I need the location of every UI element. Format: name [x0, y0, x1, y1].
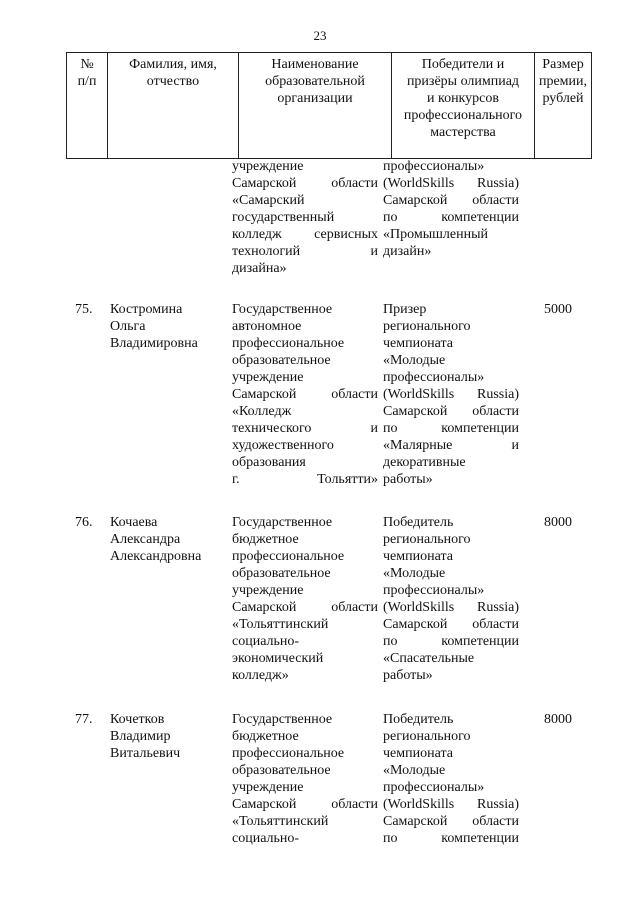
text-line: Государственное [232, 712, 333, 727]
text-line: «Молодые [383, 353, 446, 368]
text-line: Самарской области [383, 814, 519, 829]
text-line: «Молодые [383, 566, 446, 581]
text-line: Кочетков [110, 712, 165, 727]
org-cell [232, 301, 378, 488]
header-name [108, 53, 239, 159]
text-line: (WorldSkills Russia) [383, 387, 519, 402]
text-line: Самарской области [232, 797, 378, 812]
text-line: по компетенции [383, 634, 519, 649]
text-line: чемпионата [383, 746, 453, 761]
text-line: Самарской области [383, 193, 519, 208]
person-name [110, 301, 228, 352]
text-line: профессионалы» [383, 159, 485, 174]
text-line: работы» [383, 668, 433, 683]
row-number: 75. [75, 302, 93, 317]
text-line: Фамилия, имя, [129, 57, 217, 72]
text-line: учреждение [232, 583, 304, 598]
text-line: чемпионата [383, 336, 453, 351]
text-line: регионального [383, 532, 471, 547]
page-number: 23 [313, 28, 327, 43]
text-line: образовательное [232, 353, 331, 368]
text-line: регионального [383, 729, 471, 744]
org-cell [232, 711, 378, 847]
text-line: дизайн» [383, 244, 432, 259]
text-line: государственный [232, 210, 335, 225]
winner-cell [383, 514, 519, 684]
winner-cell [383, 301, 519, 488]
text-line: образовательное [232, 566, 331, 581]
text-line: «Самарский [232, 193, 305, 208]
text-line: профессиональное [232, 746, 345, 761]
text-line: чемпионата [383, 549, 453, 564]
text-line: Самарской области [232, 387, 378, 402]
prize-amount: 8000 [544, 712, 572, 727]
header-org [239, 53, 392, 159]
text-line: Владимир [110, 729, 171, 744]
text-line: работы» [383, 472, 433, 487]
header-prize [535, 53, 592, 159]
text-line: художественного [232, 438, 334, 453]
text-line: Наименование [271, 57, 359, 72]
org-cell [232, 514, 378, 684]
text-line: Кочаева [110, 515, 158, 530]
text-line: социально- [232, 634, 300, 649]
text-line: Государственное [232, 302, 333, 317]
text-line: Государственное [232, 515, 333, 530]
text-line: Александровна [110, 549, 202, 564]
text-line: Самарской области [383, 617, 519, 632]
text-line: мастерства [430, 125, 496, 140]
header-winner [392, 53, 535, 159]
text-line: экономический [232, 651, 324, 666]
text-line: (WorldSkills Russia) [383, 797, 519, 812]
text-line: Самарской области [232, 600, 378, 615]
text-line: Александра [110, 532, 181, 547]
person-name [110, 711, 228, 762]
text-line: премии, [538, 74, 588, 89]
row-number: 76. [75, 515, 93, 530]
text-line: отчество [146, 74, 200, 89]
text-line: Призер [383, 302, 427, 317]
text-line: Самарской области [232, 176, 378, 191]
text-line: бюджетное [232, 532, 299, 547]
text-line: профессионалы» [383, 780, 485, 795]
text-line: «Молодые [383, 763, 446, 778]
text-line: Победитель [383, 712, 454, 727]
text-line: регионального [383, 319, 471, 334]
header-num [67, 53, 108, 159]
text-line: Победитель [383, 515, 454, 530]
text-line: учреждение [232, 159, 304, 174]
text-line: Владимировна [110, 336, 198, 351]
table-header [66, 52, 592, 159]
text-line: Костромина [110, 302, 183, 317]
text-line: «Малярные и [383, 438, 519, 453]
text-line: «Колледж [232, 404, 292, 419]
text-line: «Тольяттинский [232, 814, 329, 829]
text-line: Ольга [110, 319, 146, 334]
text-line: призёры олимпиад [406, 74, 520, 89]
text-line: колледж сервисных [232, 227, 378, 242]
text-line: профессиональное [232, 549, 345, 564]
text-line: № [80, 57, 94, 72]
text-line: бюджетное [232, 729, 299, 744]
text-line: Самарской области [383, 404, 519, 419]
winner-cell [383, 711, 519, 847]
text-line: и конкурсов [426, 91, 499, 106]
text-line: г. Тольятти» [232, 472, 378, 487]
text-line: колледж» [232, 668, 289, 683]
text-line: профессионалы» [383, 583, 485, 598]
text-line: образования [232, 455, 306, 470]
text-line: учреждение [232, 370, 304, 385]
text-line: «Тольяттинский [232, 617, 329, 632]
text-line: по компетенции [383, 421, 519, 436]
text-line: Размер [542, 57, 584, 72]
text-line: социально- [232, 831, 300, 846]
text-line: Победители и [421, 57, 505, 72]
text-line: учреждение [232, 780, 304, 795]
text-line: профессионального [403, 108, 523, 123]
text-line: технического и [232, 421, 378, 436]
text-line: по компетенции [383, 831, 519, 846]
winner-cell [383, 158, 519, 260]
prize-amount: 5000 [544, 302, 572, 317]
org-cell [232, 158, 378, 277]
text-line: технологий и [232, 244, 378, 259]
text-line: по компетенции [383, 210, 519, 225]
row-number: 77. [75, 712, 93, 727]
text-line: организации [277, 91, 353, 106]
text-line: рублей [542, 91, 584, 106]
text-line: (WorldSkills Russia) [383, 176, 519, 191]
text-line: автономное [232, 319, 302, 334]
text-line: образовательной [265, 74, 365, 89]
text-line: п/п [77, 74, 97, 89]
prize-amount: 8000 [544, 515, 572, 530]
text-line: «Промышленный [383, 227, 488, 242]
text-line: профессиональное [232, 336, 345, 351]
text-line: «Спасательные [383, 651, 475, 666]
text-line: (WorldSkills Russia) [383, 600, 519, 615]
text-line: дизайна» [232, 261, 287, 276]
text-line: профессионалы» [383, 370, 485, 385]
person-name [110, 514, 228, 565]
text-line: декоративные [383, 455, 466, 470]
text-line: образовательное [232, 763, 331, 778]
text-line: Витальевич [110, 746, 181, 761]
